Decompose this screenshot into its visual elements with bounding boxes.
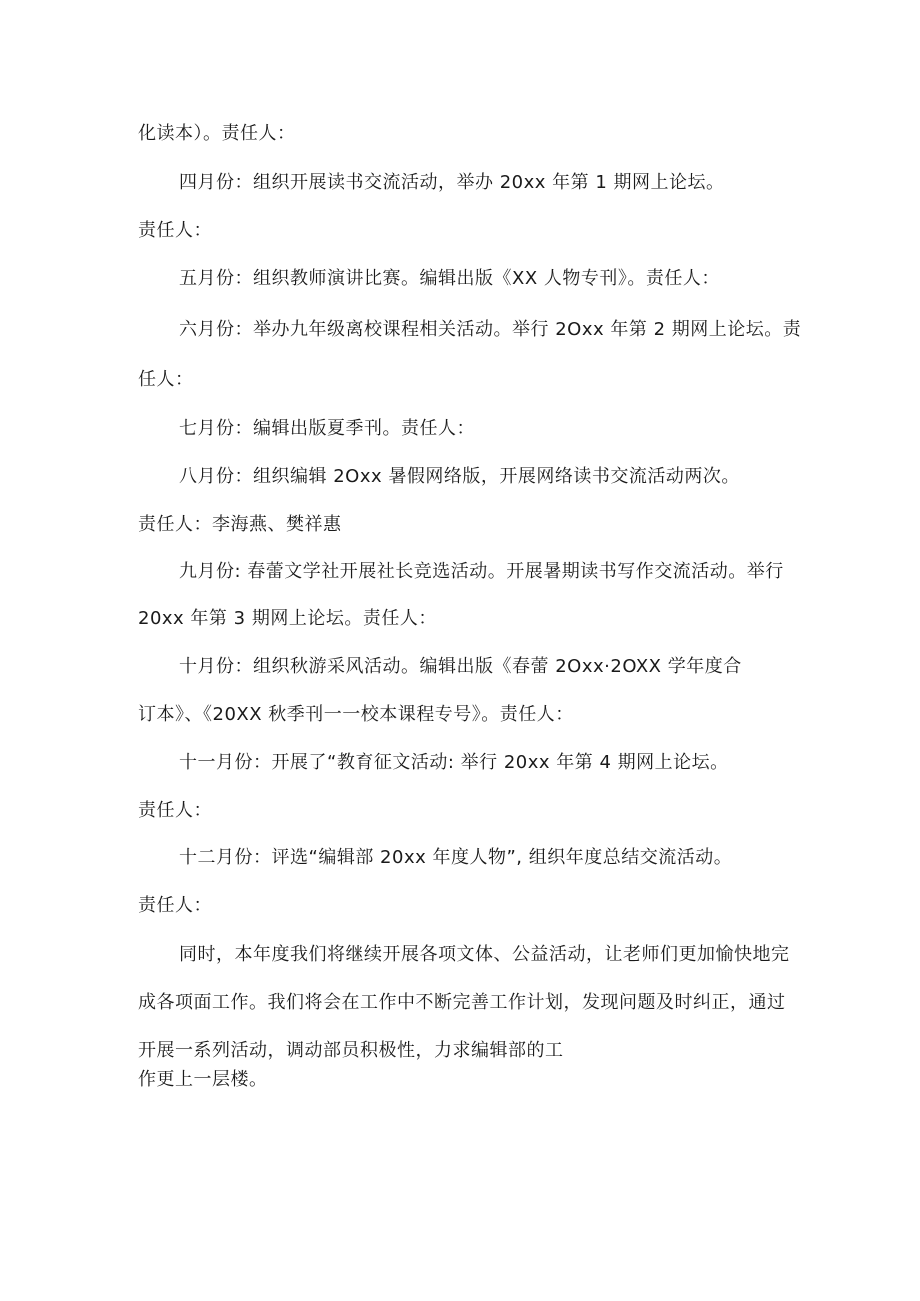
text-line: 四月份：组织开展读书交流活动，举办 20xx 年第 1 期网上论坛。 (179, 172, 725, 193)
text-line: 责任人： (138, 220, 212, 241)
text-line: 责任人： (138, 800, 212, 821)
text-line: 十一月份：开展了“教育征文活动: 举行 20xx 年第 4 期网上论坛。 (179, 752, 729, 773)
text-line: 化读本）。责任人： (138, 123, 296, 144)
text-line: 开展一系列活动，调动部员积极性，力求编辑部的工 (138, 1040, 564, 1061)
text-line: 十二月份：评选“编辑部 20xx 年度人物”, 组织年度总结交流活动。 (179, 847, 733, 868)
text-line: 九月份: 春蕾文学社开展社长竞选活动。开展暑期读书写作交流活动。举行 (179, 561, 784, 582)
text-line: 责任人： (138, 895, 212, 916)
text-line: 十月份：组织秋游采风活动。编辑出版《春蕾 2Oxx·2OXX 学年度合 (179, 656, 742, 677)
text-line: 任人： (138, 369, 194, 390)
text-line: 20xx 年第 3 期网上论坛。责任人： (138, 608, 437, 629)
text-line: 责任人：李海燕、樊祥惠 (138, 514, 342, 535)
text-line: 八月份：组织编辑 2Oxx 暑假网络版，开展网络读书交流活动两次。 (179, 466, 740, 487)
text-line: 五月份：组织教师演讲比赛。编辑出版《XX 人物专刊》。责任人： (179, 268, 720, 289)
text-line: 七月份：编辑出版夏季刊。责任人： (179, 418, 475, 439)
text-line: 同时，本年度我们将继续开展各项文体、公益活动，让老师们更加愉快地完 (179, 944, 790, 965)
text-line: 六月份：举办九年级离校课程相关活动。举行 2Oxx 年第 2 期网上论坛。责 (179, 319, 802, 340)
text-line: 作更上一层楼。 (138, 1069, 268, 1090)
text-line: 订本》、《20XX 秋季刊一一校本课程专号》。责任人： (138, 704, 574, 725)
text-line: 成各项面工作。我们将会在工作中不断完善工作计划，发现问题及时纠正，通过 (138, 992, 786, 1013)
